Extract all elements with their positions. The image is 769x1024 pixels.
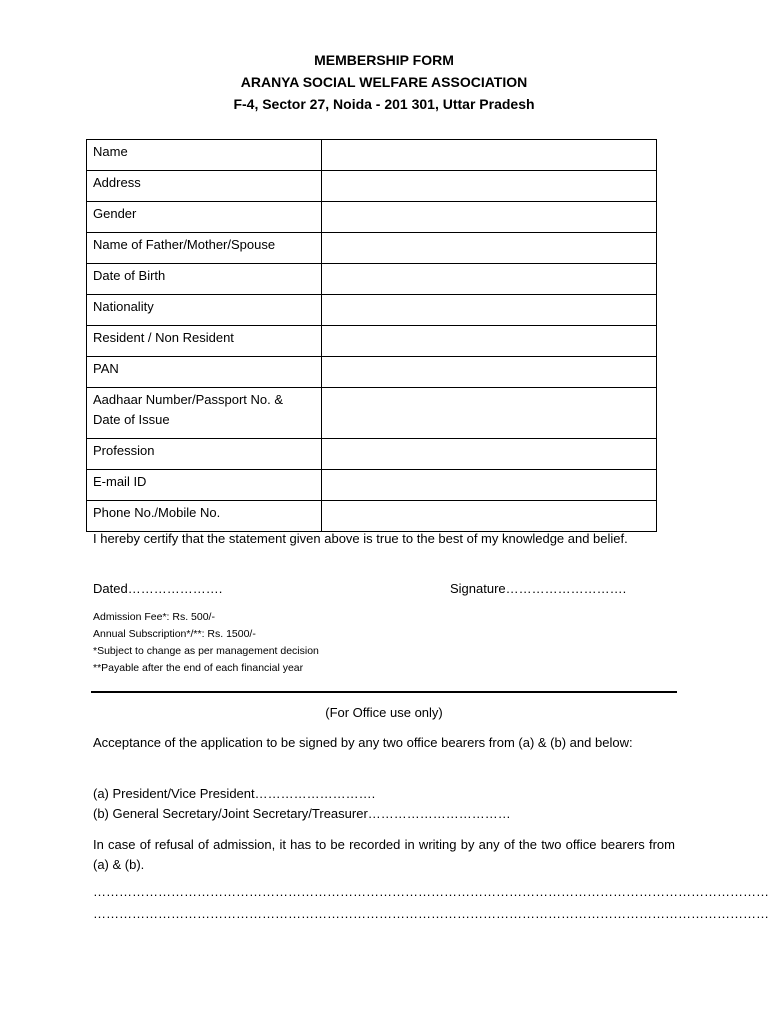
field-value-pan[interactable] — [322, 357, 657, 388]
field-label-address: Address — [87, 171, 322, 202]
remarks-line-2[interactable]: ………………………………………………………………………………………………………………………………………… — [93, 906, 769, 921]
field-label-email: E-mail ID — [87, 470, 322, 501]
table-row — [87, 295, 657, 326]
field-value-address[interactable] — [322, 171, 657, 202]
dated-line: Dated…………………. — [93, 581, 223, 596]
section-divider — [91, 691, 677, 693]
table-row — [87, 264, 657, 295]
organization-name: ARANYA SOCIAL WELFARE ASSOCIATION — [240, 74, 528, 90]
field-value-dob[interactable] — [322, 264, 657, 295]
field-value-email[interactable] — [322, 470, 657, 501]
table-row — [87, 202, 657, 233]
field-label-nationality: Nationality — [87, 295, 322, 326]
table-row — [87, 388, 657, 439]
table-row — [87, 233, 657, 264]
field-value-nationality[interactable] — [322, 295, 657, 326]
signature-line: Signature………………………. — [450, 581, 627, 596]
field-value-residency[interactable] — [322, 326, 657, 357]
acceptance-text: Acceptance of the application to be signed by any two office bearers from (a) & (b) and below: — [93, 735, 633, 750]
annual-subscription: Annual Subscription*/**: Rs. 1500/- — [93, 628, 256, 640]
office-use-heading: (For Office use only) — [325, 705, 443, 720]
field-value-name[interactable] — [322, 140, 657, 171]
field-label-id-document — [87, 388, 322, 439]
organization-address: F-4, Sector 27, Noida - 201 301, Uttar Pradesh — [233, 96, 535, 112]
table-row — [87, 501, 657, 532]
table-row — [87, 470, 657, 501]
remarks-line-1[interactable]: ………………………………………………………………………………………………………………………………………… — [93, 884, 769, 899]
id-label-line2: Date of Issue — [93, 412, 170, 427]
table-row — [87, 439, 657, 470]
field-label-residency: Resident / Non Resident — [87, 326, 322, 357]
field-label-dob: Date of Birth — [87, 264, 322, 295]
field-value-profession[interactable] — [322, 439, 657, 470]
table-row — [87, 171, 657, 202]
office-item-b: (b) General Secretary/Joint Secretary/Treasurer…………………………… — [93, 806, 511, 821]
certification-statement: I hereby certify that the statement given above is true to the best of my knowledge and belief. — [93, 531, 628, 546]
field-label-profession: Profession — [87, 439, 322, 470]
field-value-phone[interactable] — [322, 501, 657, 532]
fee-note-2: **Payable after the end of each financial year — [93, 662, 304, 674]
field-value-id-document[interactable] — [322, 388, 657, 439]
table-row — [87, 357, 657, 388]
table-row — [87, 326, 657, 357]
field-value-parent-spouse[interactable] — [322, 233, 657, 264]
field-label-parent-spouse: Name of Father/Mother/Spouse — [87, 233, 322, 264]
id-label-line1: Aadhaar Number/Passport No. & — [93, 392, 284, 407]
office-item-a: (a) President/Vice President………………………. — [93, 786, 376, 801]
admission-fee: Admission Fee*: Rs. 500/- — [93, 611, 215, 623]
field-label-pan: PAN — [87, 357, 322, 388]
field-label-phone: Phone No./Mobile No. — [87, 501, 322, 532]
refusal-text: In case of refusal of admission, it has to be recorded in writing by any of the two office bearers from (a) & (b). — [93, 837, 675, 872]
field-label-name: Name — [87, 140, 322, 171]
fee-note-1: *Subject to change as per management decision — [93, 645, 319, 657]
table-row — [87, 140, 657, 171]
field-value-gender[interactable] — [322, 202, 657, 233]
membership-details-table — [86, 139, 657, 532]
form-title: MEMBERSHIP FORM — [314, 52, 454, 68]
field-label-gender: Gender — [87, 202, 322, 233]
